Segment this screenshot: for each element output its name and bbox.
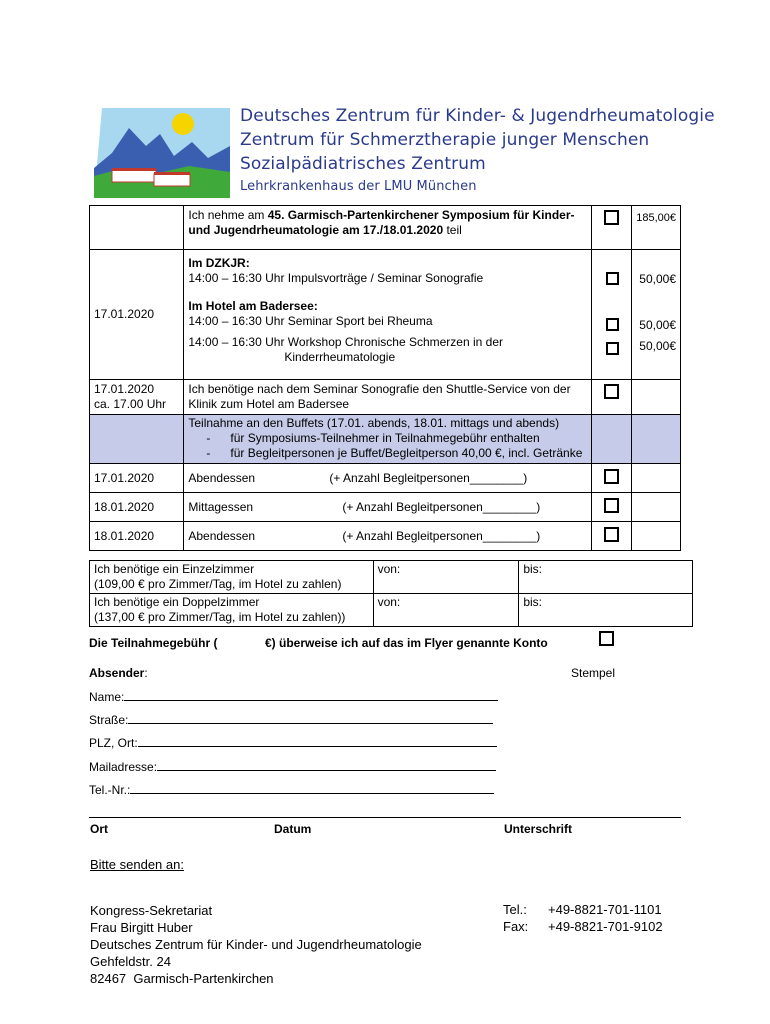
name-field[interactable]: Name:	[89, 689, 498, 704]
meal-name: Abendessen	[188, 470, 256, 485]
city-field[interactable]: PLZ, Ort:	[89, 735, 497, 750]
signature-label: Unterschrift	[504, 822, 573, 836]
phone-field[interactable]: Tel.-Nr.:	[89, 782, 494, 797]
meal-checkbox[interactable]	[604, 527, 619, 542]
email-line[interactable]	[157, 759, 496, 771]
meal-checkbox[interactable]	[604, 498, 619, 513]
stamp-label: Stempel	[571, 666, 616, 680]
hotel-item-2-cont: Kinderrheumatologie	[284, 350, 396, 364]
fee-right: €) überweise ich auf das im Flyer genannte Konto	[265, 636, 548, 650]
buffet-line-1: Teilnahme an den Buffets (17.01. abends, 18.01. mittags und abends)	[188, 416, 560, 430]
double-room-label: Ich benötige ein Doppelzimmer	[94, 595, 260, 609]
hotel-sport-checkbox[interactable]	[606, 318, 619, 331]
single-room-price: (109,00 € pro Zimmer/Tag, im Hotel zu zahlen)	[94, 577, 342, 591]
logo	[94, 98, 230, 198]
meal-row	[90, 522, 681, 551]
header-title-1: Deutsches Zentrum für Kinder- & Jugendrheumatologie	[240, 106, 715, 126]
meal-date: 17.01.2020	[90, 464, 184, 493]
address-line-3: Deutsches Zentrum für Kinder- und Jugendrheumatologie	[90, 937, 422, 952]
shuttle-row	[90, 380, 681, 415]
address-line-4: Gehfeldstr. 24	[90, 954, 171, 969]
meal-row	[90, 493, 681, 522]
meal-date: 18.01.2020	[90, 522, 184, 551]
street-field[interactable]: Straße:	[89, 712, 493, 727]
address-line-5: 82467 Garmisch-Partenkirchen	[90, 971, 274, 986]
name-line[interactable]	[124, 689, 498, 701]
hotel-item-1: 14:00 – 16:30 Uhr Seminar Sport bei Rheuma	[188, 314, 433, 328]
sender-label: Absender:	[89, 666, 148, 680]
buffet-row	[90, 415, 681, 464]
fax-value: +49-8821-701-9102	[548, 919, 663, 934]
symposium-row	[90, 206, 681, 250]
single-room-row	[90, 561, 693, 594]
city-line[interactable]	[138, 735, 497, 747]
meal-name: Abendessen	[188, 528, 256, 543]
meal-row	[90, 464, 681, 493]
dzkjr-item: 14:00 – 16:30 Uhr Impulsvorträge / Seminar Sonografie	[188, 271, 484, 285]
shuttle-date: 17.01.2020	[94, 382, 155, 396]
single-room-from[interactable]: von:	[373, 561, 519, 594]
address-block	[90, 902, 422, 987]
dzkjr-checkbox[interactable]	[606, 272, 619, 285]
buffet-line-3: - für Begleitpersonen je Buffet/Begleitperson 40,00 €, incl. Getränke	[206, 446, 583, 460]
fee-left: Die Teilnahmegebühr (	[89, 636, 218, 650]
street-line[interactable]	[128, 712, 493, 724]
room-table	[89, 560, 693, 627]
meal-date: 18.01.2020	[90, 493, 184, 522]
fee-checkbox[interactable]	[599, 631, 614, 646]
tel-value: +49-8821-701-1101	[548, 902, 662, 917]
meal-name: Mittagessen	[188, 499, 254, 514]
meal-companions: (+ Anzahl Begleitpersonen________)	[342, 500, 541, 514]
double-room-to[interactable]: bis:	[519, 594, 693, 627]
single-room-label: Ich benötige ein Einzelzimmer	[94, 562, 255, 576]
workshops-date: 17.01.2020	[90, 250, 184, 380]
hotel-workshop-checkbox[interactable]	[606, 342, 619, 355]
meal-companions: (+ Anzahl Begleitpersonen________)	[329, 471, 528, 485]
phone-line[interactable]	[130, 782, 494, 794]
double-room-row	[90, 594, 693, 627]
single-room-to[interactable]: bis:	[519, 561, 693, 594]
email-field[interactable]: Mailadresse:	[89, 759, 496, 774]
dzkjr-heading: Im DZKJR:	[188, 256, 250, 270]
symposium-checkbox[interactable]	[604, 210, 619, 225]
address-line-1: Kongress-Sekretariat	[90, 903, 213, 918]
hotel-item-2: 14:00 – 16:30 Uhr Workshop Chronische Schmerzen in der	[188, 335, 503, 349]
signature-divider	[89, 817, 681, 818]
header-title-4: Lehrkrankenhaus der LMU München	[240, 179, 477, 194]
hotel-price-1: 50,00€	[639, 318, 676, 332]
header-title-3: Sozialpädiatrisches Zentrum	[240, 154, 486, 174]
shuttle-checkbox[interactable]	[604, 384, 619, 399]
date-label: Datum	[274, 822, 312, 836]
header-title-2: Zentrum für Schmerztherapie junger Menschen	[240, 130, 650, 150]
fax-label: Fax:	[503, 919, 529, 934]
send-to-label: Bitte senden an:	[90, 857, 184, 872]
symposium-text: Ich nehme am 45. Garmisch-Partenkirchener Symposium für Kinder- und Jugendrheumatologie am 17./18.01.2020 teil	[184, 206, 592, 250]
workshops-row	[90, 250, 681, 380]
dzkjr-price: 50,00€	[639, 272, 676, 286]
buffet-line-2: - für Symposiums-Teilnehmer in Teilnahmegebühr enthalten	[206, 431, 540, 445]
symposium-price: 185,00€	[632, 206, 681, 250]
hotel-price-2: 50,00€	[639, 339, 676, 353]
double-room-price: (137,00 € pro Zimmer/Tag, im Hotel zu zahlen))	[94, 610, 346, 624]
place-label: Ort	[90, 822, 108, 836]
shuttle-time: ca. 17.00 Uhr	[94, 397, 167, 411]
meal-checkbox[interactable]	[604, 469, 619, 484]
tel-label: Tel.:	[503, 902, 527, 917]
double-room-from[interactable]: von:	[373, 594, 519, 627]
registration-table	[89, 205, 681, 551]
address-line-2: Frau Birgitt Huber	[90, 920, 193, 935]
shuttle-text: Ich benötige nach dem Seminar Sonografie den Shuttle-Service von der Klinik zum Hotel am Badersee	[184, 380, 592, 415]
meal-companions: (+ Anzahl Begleitpersonen________)	[342, 529, 541, 543]
logo-image	[94, 98, 230, 198]
hotel-heading: Im Hotel am Badersee:	[188, 299, 318, 313]
